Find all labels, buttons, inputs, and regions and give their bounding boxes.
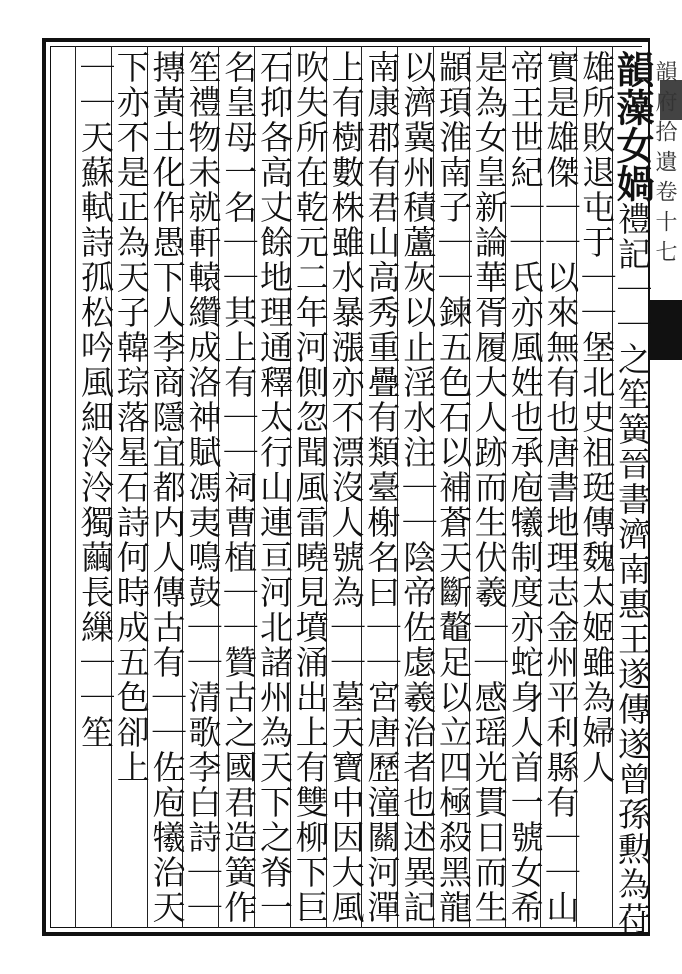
text-column (541, 50, 581, 925)
text-column (113, 50, 149, 920)
entry-heading: 韻藻女媧 (610, 50, 655, 202)
column-text: 摶黃土化作愚下人李商隱宜都内人傳古有｜｜佐庖犧治天 (147, 50, 187, 925)
column-text: ｜｜天蘇軾詩孤松吟風細泠泠獨繭長繅｜｜笙 (76, 50, 115, 750)
text-column (398, 50, 438, 925)
text-column (290, 50, 330, 925)
text-column (326, 50, 366, 925)
column-text: 南康郡有君山高秀重疊有類臺榭名曰｜｜宮唐歷潼關河潬 (362, 50, 402, 925)
text-column (577, 50, 617, 920)
column-text: 是為女皇新論華胥履大人跡而生伏羲｜｜感瑶光貫日而生 (469, 50, 509, 925)
column-text: 笙禮物未就軒轅纘成洛神賦馮夷鳴鼓｜｜清歌李白詩｜｜ (183, 50, 223, 925)
column-text: 實是雄傑｜｜以來無有也唐書地理志金州平利縣有｜｜山 (541, 50, 581, 925)
column-text: 帝王世紀｜｜氏亦風姓也承庖犧制度亦蛇身人首一號女希 (505, 50, 545, 925)
text-column (255, 50, 294, 925)
text-column (183, 50, 223, 925)
text-column (469, 50, 509, 925)
text-column (77, 50, 113, 920)
column-text: 上有樹數株雖水暴漲亦不漂沒人號為｜｜墓天寶中因大風 (326, 50, 366, 925)
column-text: 下亦不是正為天子韓琮落星石詩何時成五色卻上 (111, 50, 151, 785)
text-column (219, 50, 259, 925)
text-column (505, 50, 545, 925)
text-column (610, 50, 655, 937)
column-text: 吹失所在乾元二年河側忽聞風雷曉見墳涌出上有雙柳下巨 (290, 50, 330, 925)
text-column (434, 50, 473, 925)
column-text: 禮記｜｜之笙簧晉書濟南惠王遂傳遂曾孫勲為苻 (613, 202, 652, 937)
column-text: 名皇母一名｜｜其上有｜｜祠曹植｜｜贊古之國君造簧作 (219, 50, 259, 925)
gutter-label: 韻府拾遺卷十七 (652, 60, 677, 270)
column-text: 雄所敗退屯于｜｜堡北史祖珽傳魏太姬雖為婦人 (577, 50, 617, 785)
text-column (362, 50, 402, 925)
column-text: 顓頊淮南子｜｜鍊五色石以補蒼天斷鼇足以立四極殺黑龍 (434, 50, 473, 925)
text-column (147, 50, 187, 925)
column-text: 石抑各高丈餘地理通釋太行山連亘河北諸州為天下之脊一 (255, 50, 294, 925)
column-text: 以濟冀州積蘆灰以止淫水注｜｜陰帝佐虙羲治者也述異記 (398, 50, 438, 925)
